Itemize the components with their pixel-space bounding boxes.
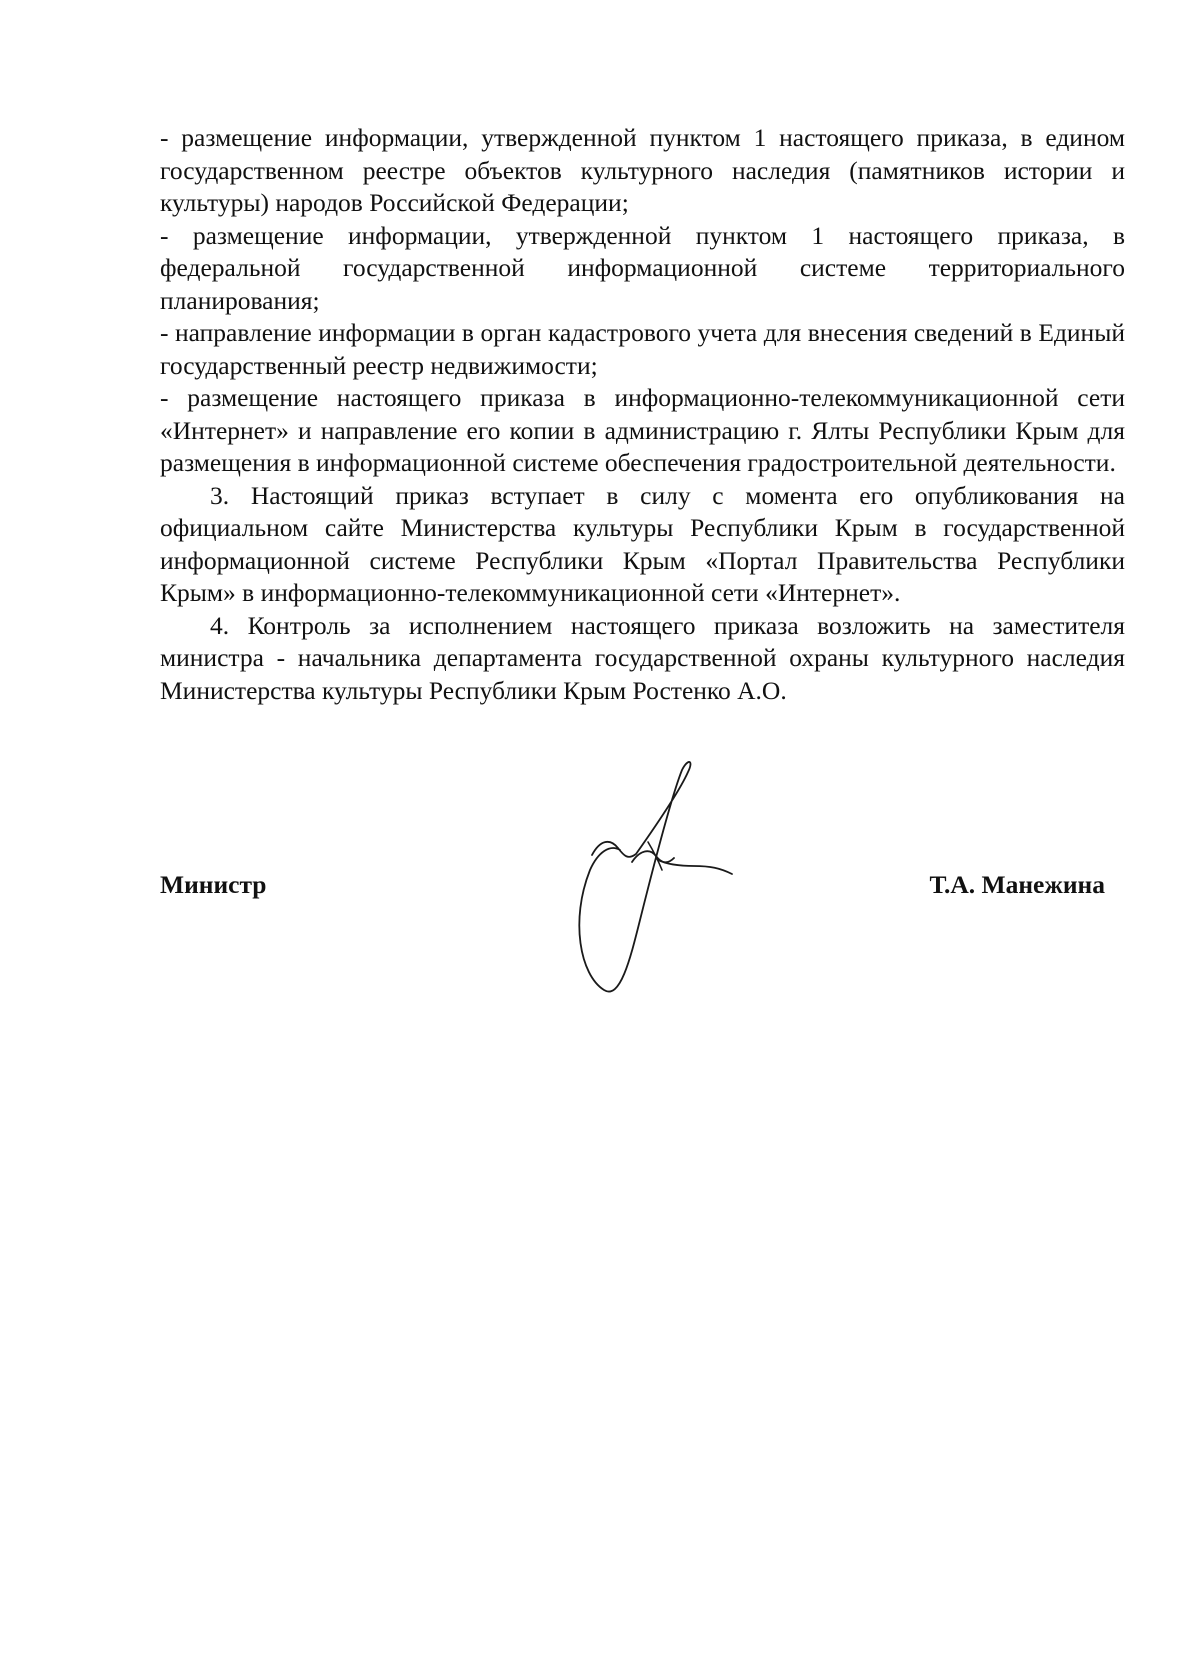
bullet-paragraph-federal-system: - размещение информации, утвержденной пунктом 1 настоящего приказа, в федеральной государственной информационной системе территориального планирования; <box>160 220 1125 315</box>
signatory-name: Т.А. Манежина <box>929 870 1105 899</box>
bullet-paragraph-internet: - размещение настоящего приказа в информационно-телекоммуникационной сети «Интернет» и направление его копии в администрацию г. Ялты Республики Крым для размещения в информационной системе обеспечения градостроительной деятельности. <box>160 383 1125 477</box>
signatory-title: Министр <box>160 870 267 899</box>
bullet-paragraph-cadastral: - направление информации в орган кадастрового учета для внесения сведений в Единый государственный реестр недвижимости; <box>160 318 1125 380</box>
document-body <box>160 122 1125 707</box>
handwritten-signature-icon <box>570 760 770 1010</box>
bullet-paragraph-registry: - размещение информации, утвержденной пунктом 1 настоящего приказа, в едином государственном реестре объектов культурного наследия (памятников истории и культуры) народов Российской Федерации; <box>160 123 1125 217</box>
clause-4-paragraph: 4. Контроль за исполнением настоящего приказа возложить на заместителя министра - начальника департамента государственной охраны культурного наследия Министерства культуры Республики Крым Ростенко А.О. <box>160 610 1125 705</box>
signature-block <box>0 760 1200 1020</box>
clause-3-paragraph: 3. Настоящий приказ вступает в силу с момента его опубликования на официальном сайте Министерства культуры Республики Крым в государственной информационной системе Республики Крым «Портал Правительства Республики Крым» в информационно-телекоммуникационной сети «Интернет». <box>160 480 1125 607</box>
